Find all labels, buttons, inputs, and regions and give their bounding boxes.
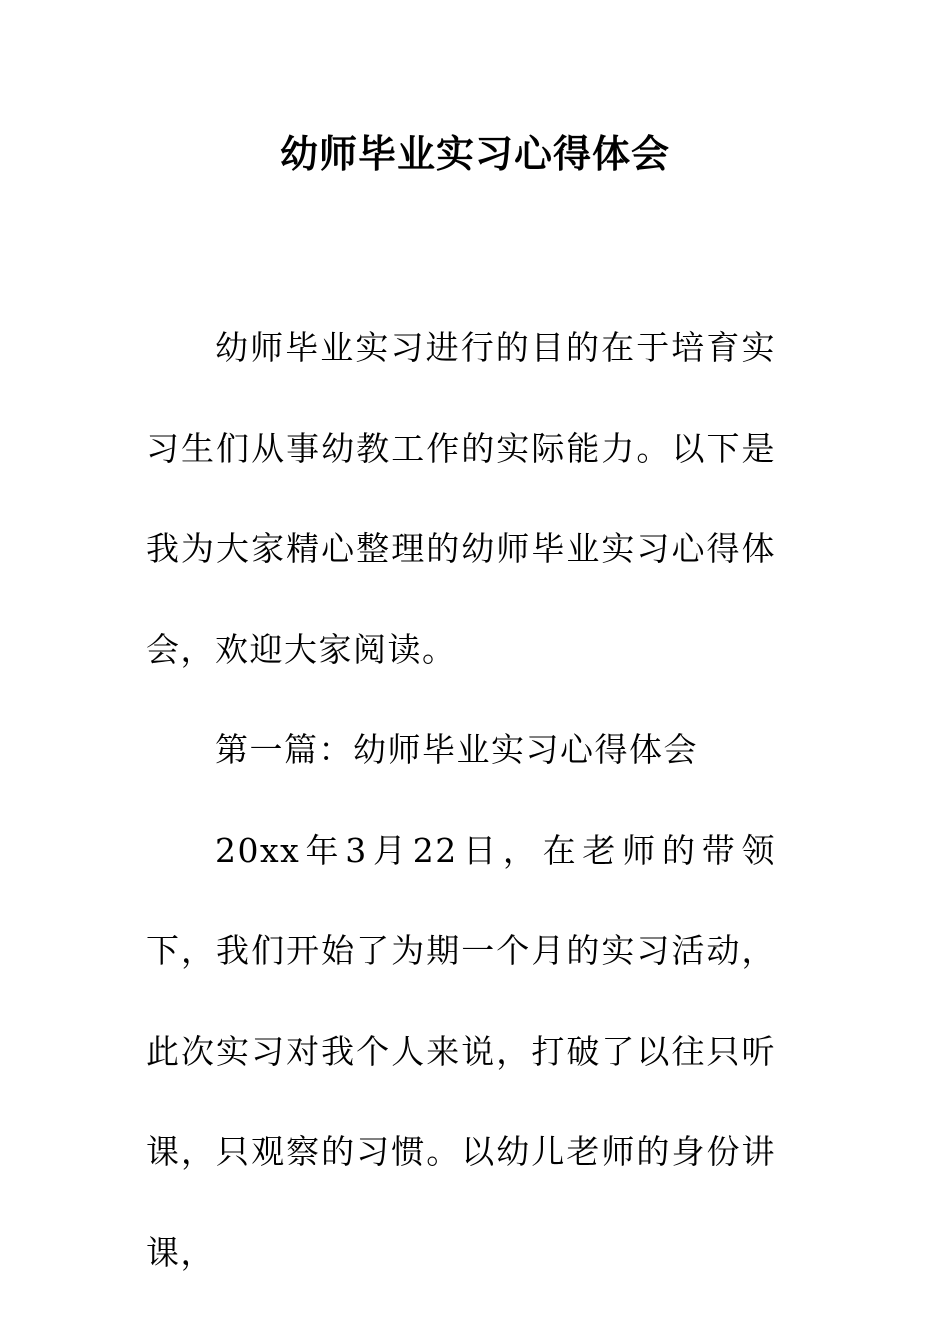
section-heading: 第一篇：幼师毕业实习心得体会 <box>215 730 698 769</box>
intro-paragraph: 幼师毕业实习进行的目的在于培育实习生们从事幼教工作的实际能力。以下是我为大家精心整理的幼师毕业实习心得体会，欢迎大家阅读。 <box>146 328 776 669</box>
document-body <box>146 298 776 1303</box>
body-paragraph: 20xx年3月22日，在老师的带领下，我们开始了为期一个月的实习活动，此次实习对我个人来说，打破了以往只听课，只观察的习惯。以幼儿老师的身份讲课， <box>146 830 776 1272</box>
document-title: 幼师毕业实习心得体会 <box>279 131 670 176</box>
